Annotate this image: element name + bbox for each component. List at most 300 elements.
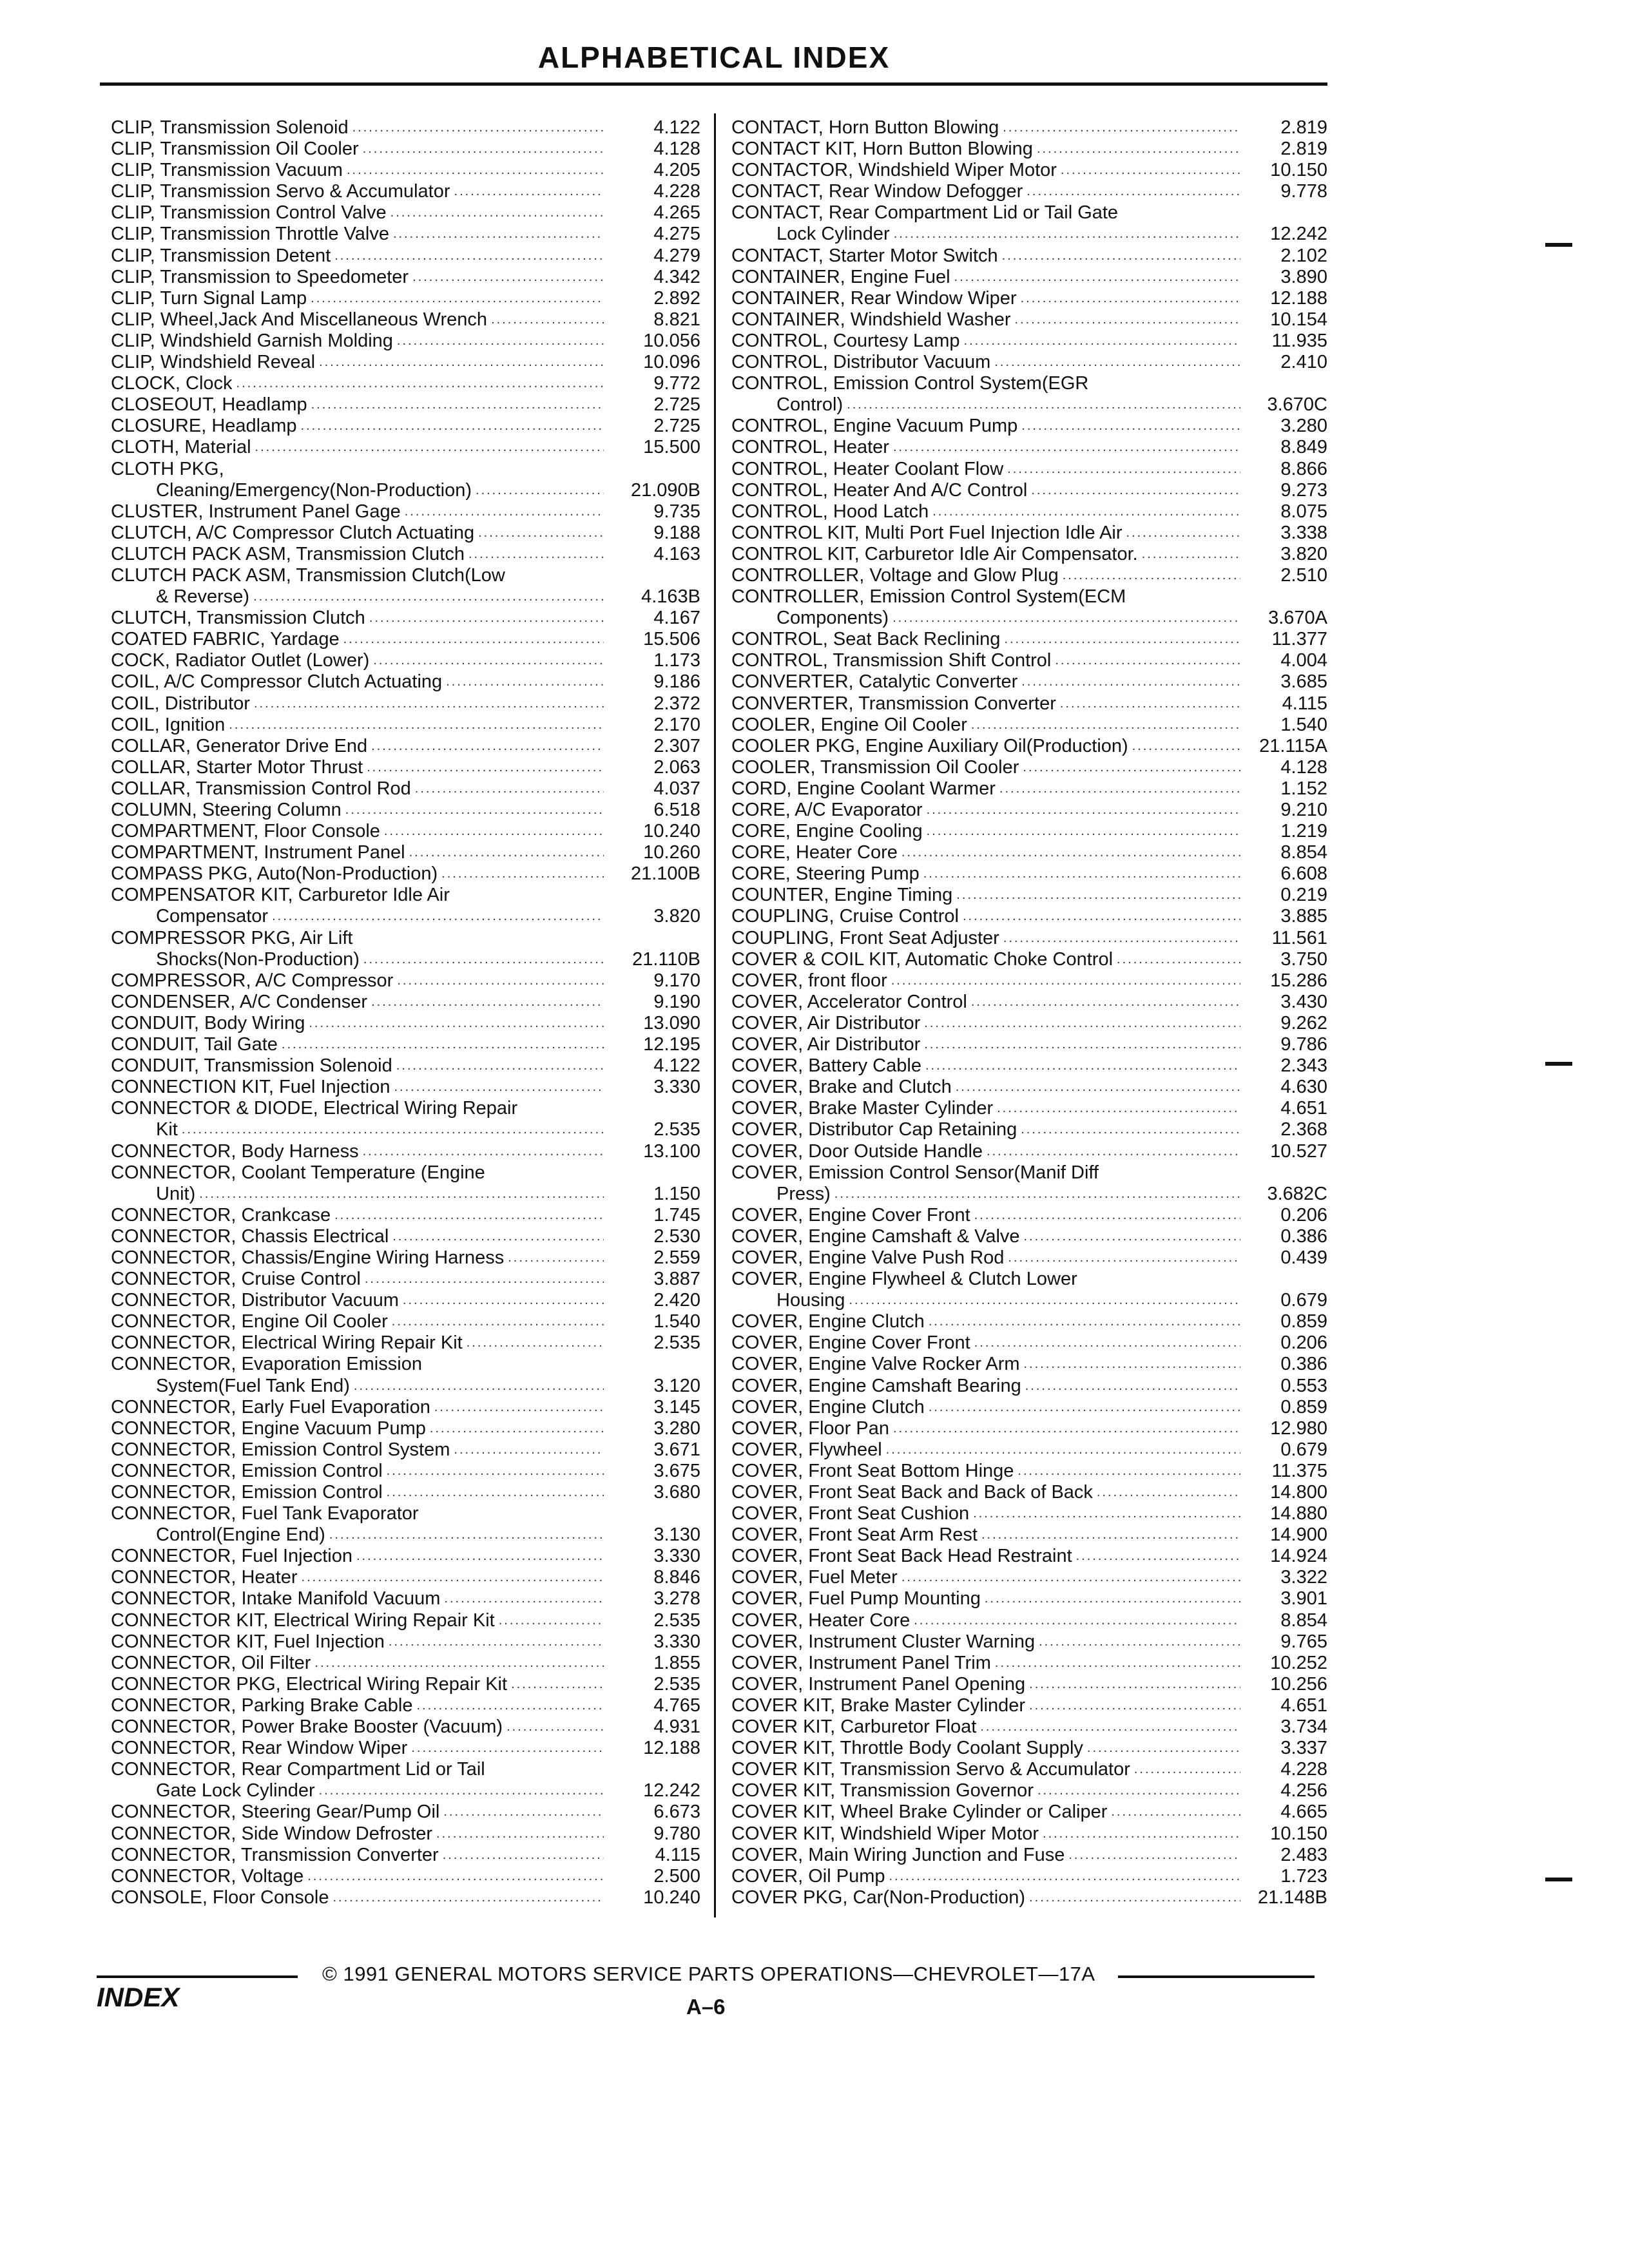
index-entry-name: CONNECTOR, Engine Oil Cooler	[111, 1311, 388, 1332]
index-entry-page-ref: 10.056	[643, 330, 700, 351]
dot-leader	[331, 1205, 604, 1226]
dot-leader	[307, 394, 604, 416]
dot-leader	[388, 1311, 604, 1332]
index-entry	[111, 459, 700, 501]
index-entry	[111, 288, 700, 309]
index-entry	[731, 778, 1327, 800]
index-entry	[111, 863, 700, 885]
index-entry	[111, 885, 700, 927]
index-entry	[731, 906, 1327, 927]
dot-leader	[1017, 416, 1240, 437]
index-entry	[111, 928, 700, 970]
index-entry-continuation: Gate Lock Cylinder	[156, 1780, 315, 1802]
index-entry	[731, 245, 1327, 267]
index-entry-name: CONTROL KIT, Carburetor Idle Air Compensator.	[731, 543, 1138, 564]
dot-leader	[1003, 459, 1240, 480]
index-entry-page-ref: 3.675	[653, 1460, 700, 1481]
index-entry-name: CONNECTOR, Voltage	[111, 1865, 304, 1887]
dot-leader	[929, 501, 1240, 523]
index-entry	[731, 1759, 1327, 1780]
index-entry-page-ref: 21.100B	[630, 863, 700, 885]
index-entry-page-ref: 10.527	[1270, 1140, 1327, 1162]
dot-leader	[342, 800, 604, 821]
dot-leader	[251, 437, 604, 458]
dot-leader	[1033, 139, 1240, 160]
index-entry-page-ref: 8.846	[653, 1567, 700, 1588]
index-entry-page-ref: 13.090	[643, 1012, 700, 1033]
index-entry-page-ref: 0.206	[1280, 1204, 1327, 1225]
dot-leader	[976, 1716, 1240, 1738]
index-entry	[111, 970, 700, 992]
index-entry-name: CLIP, Windshield Reveal	[111, 352, 316, 373]
dot-leader	[503, 1716, 604, 1738]
index-entry-page-ref: 0.386	[1280, 1225, 1327, 1247]
page-title: ALPHABETICAL INDEX	[537, 41, 891, 74]
index-entry-name: COVER, Engine Camshaft & Valve	[731, 1225, 1020, 1247]
index-entry	[731, 523, 1327, 544]
index-entry	[731, 565, 1327, 586]
index-entry-name: CONNECTOR, Emission Control	[111, 1482, 383, 1503]
dot-leader	[1023, 181, 1240, 202]
index-entry-page-ref: 4.115	[1282, 693, 1327, 714]
index-entry-page-ref: 4.279	[653, 245, 700, 266]
index-entry-page-ref: 4.275	[653, 224, 700, 245]
index-entry-name: COVER, Oil Pump	[731, 1865, 885, 1887]
index-entry-name: COVER, Engine Clutch	[731, 1311, 925, 1332]
index-entry	[111, 501, 700, 523]
footer-copyright: © 1991 GENERAL MOTORS SERVICE PARTS OPERATIONS—CHEVROLET—17A	[322, 1963, 1095, 1985]
index-entry-page-ref: 2.725	[653, 416, 700, 437]
index-entry	[731, 757, 1327, 778]
index-entry	[731, 139, 1327, 160]
dot-leader	[1072, 1546, 1240, 1567]
index-entry-page-ref: 4.256	[1280, 1780, 1327, 1802]
index-entry-page-ref: 8.849	[1280, 437, 1327, 458]
index-entry-name: COVER, Main Wiring Junction and Fuse	[731, 1844, 1065, 1865]
index-entry-name: COVER KIT, Transmission Governor	[731, 1780, 1034, 1802]
index-entry-page-ref: 12.188	[643, 1738, 700, 1759]
dot-leader	[970, 1205, 1240, 1226]
dot-leader	[412, 1695, 604, 1716]
index-entry-name: CONTROL, Courtesy Lamp	[731, 330, 960, 351]
dot-leader	[983, 1141, 1240, 1162]
index-entry-name: COVER & COIL KIT, Automatic Choke Control	[731, 948, 1113, 970]
index-entry-page-ref: 2.535	[653, 1332, 700, 1354]
index-entry-name: COVER, Front Seat Bottom Hinge	[731, 1460, 1014, 1481]
index-entry	[731, 1631, 1327, 1653]
dot-leader	[991, 1653, 1240, 1674]
dot-leader	[367, 736, 604, 757]
index-entry	[111, 1397, 700, 1418]
index-entry	[731, 1376, 1327, 1397]
index-entry-name: CONTACTOR, Windshield Wiper Motor	[731, 160, 1057, 181]
index-entry-page-ref: 2.819	[1280, 117, 1327, 138]
index-entry-page-ref: 4.342	[653, 266, 700, 287]
dot-leader	[325, 1524, 604, 1546]
index-entry-page-ref: 12.188	[1270, 287, 1327, 309]
dot-leader	[311, 1653, 604, 1674]
index-entry-name: COVER, front floor	[731, 970, 887, 991]
index-entry-page-ref: 9.772	[653, 373, 700, 394]
index-entry-name: COVER, Engine Clutch	[731, 1396, 925, 1418]
index-entry	[731, 1546, 1327, 1567]
index-entry	[731, 1205, 1327, 1226]
index-entry-name: CORE, Heater Core	[731, 842, 898, 863]
dot-leader	[361, 1269, 604, 1290]
index-entry	[731, 1866, 1327, 1887]
index-entry-page-ref: 10.150	[1270, 160, 1327, 181]
index-entry-continuation: Components)	[776, 608, 889, 629]
index-entry-page-ref: 2.343	[1280, 1055, 1327, 1077]
dot-leader	[885, 1866, 1241, 1887]
dot-leader	[426, 1418, 604, 1439]
index-entry	[111, 1738, 700, 1759]
index-entry-page-ref: 3.820	[653, 906, 700, 927]
index-entry	[731, 459, 1327, 480]
index-entry-name: CONNECTOR, Chassis/Engine Wiring Harness	[111, 1247, 505, 1268]
index-entry-name: CORE, A/C Evaporator	[731, 800, 923, 820]
index-entry	[111, 565, 700, 608]
index-entry-page-ref: 1.855	[653, 1652, 700, 1673]
index-entry	[111, 608, 700, 629]
margin-mark	[1545, 1062, 1572, 1066]
index-entry	[111, 1034, 700, 1055]
index-entry-page-ref: 9.765	[1280, 1631, 1327, 1652]
index-entry-page-ref: 6.518	[653, 800, 700, 820]
index-entry-name: COVER, Engine Cover Front	[731, 1204, 970, 1225]
index-entry-page-ref: 2.307	[653, 735, 700, 756]
index-entry	[111, 1077, 700, 1098]
index-entry	[111, 671, 700, 693]
index-entry-page-ref: 10.150	[1270, 1823, 1327, 1844]
index-entry	[731, 181, 1327, 202]
index-entry	[111, 1674, 700, 1695]
index-entry-page-ref: 10.154	[1270, 309, 1327, 330]
dot-leader	[952, 1077, 1240, 1098]
index-entry-name: COVER, Heater Core	[731, 1610, 911, 1631]
index-entry	[111, 1653, 700, 1674]
dot-leader	[1017, 671, 1240, 693]
index-entry-page-ref: 2.559	[653, 1247, 700, 1268]
index-entry	[111, 1332, 700, 1354]
index-entry-name: CONNECTOR, Intake Manifold Vacuum	[111, 1588, 441, 1610]
index-entry-page-ref: 2.063	[653, 756, 700, 778]
index-entry	[111, 1311, 700, 1332]
index-entry-page-ref: 4.765	[653, 1695, 700, 1716]
index-entry	[111, 1866, 700, 1887]
index-entry-name: CONNECTOR, Fuel Injection	[111, 1546, 352, 1567]
dot-leader	[1011, 309, 1241, 331]
index-entry	[731, 885, 1327, 906]
dot-leader	[920, 863, 1240, 885]
index-entry	[731, 331, 1327, 352]
index-entry-page-ref: 3.120	[653, 1375, 700, 1396]
dot-leader	[978, 1524, 1240, 1546]
index-entry-page-ref: 8.866	[1280, 458, 1327, 479]
dot-leader	[430, 1397, 604, 1418]
index-entry-page-ref: 4.265	[653, 202, 700, 224]
index-entry-continuation: Unit)	[156, 1183, 196, 1204]
index-entry-name: COVER KIT, Wheel Brake Cylinder or Caliper	[731, 1802, 1108, 1823]
dot-leader	[349, 117, 604, 139]
index-entry-name: CONTROL, Distributor Vacuum	[731, 352, 991, 373]
index-entry-name: CONNECTOR, Power Brake Booster (Vacuum)	[111, 1716, 503, 1738]
index-entry-name: COVER, Engine Valve Push Rod	[731, 1247, 1005, 1268]
index-entry	[731, 437, 1327, 458]
index-entry	[731, 1034, 1327, 1055]
index-entry-name: COVER, Engine Cover Front	[731, 1332, 970, 1354]
dot-leader	[1025, 1695, 1240, 1716]
index-entry-continuation: Kit	[156, 1119, 178, 1140]
index-entry	[111, 267, 700, 288]
dot-leader	[898, 842, 1240, 863]
dot-leader	[393, 970, 604, 992]
index-entry-name: CONNECTOR, Heater	[111, 1567, 298, 1588]
index-entry	[111, 181, 700, 202]
index-entry	[731, 1887, 1327, 1908]
dot-leader	[996, 778, 1240, 800]
index-entry-page-ref: 9.210	[1280, 800, 1327, 820]
column-divider	[714, 113, 716, 1917]
dot-leader	[439, 1845, 604, 1866]
index-entry	[111, 800, 700, 821]
index-entry-name: CONNECTOR, Oil Filter	[111, 1652, 311, 1673]
dot-leader	[487, 309, 604, 331]
dot-leader	[1056, 693, 1240, 715]
index-entry-name: CONNECTOR, Evaporation Emission	[111, 1354, 422, 1375]
index-entry-name: COVER, Fuel Pump Mounting	[731, 1588, 981, 1610]
index-entry-name: COIL, A/C Compressor Clutch Actuating	[111, 671, 443, 693]
dot-leader	[1113, 949, 1240, 970]
index-entry-page-ref: 2.819	[1280, 139, 1327, 160]
dot-leader	[921, 1055, 1240, 1077]
index-entry-page-ref: 12.980	[1270, 1418, 1327, 1439]
dot-leader	[950, 267, 1240, 288]
index-entry-page-ref: 2.892	[653, 287, 700, 309]
index-entry-name: CLIP, Transmission Servo & Accumulator	[111, 181, 450, 202]
index-entry-name: COMPASS PKG, Auto(Non-Production)	[111, 863, 438, 885]
index-entry-page-ref: 2.420	[653, 1290, 700, 1311]
index-entry-name: COCK, Radiator Outlet (Lower)	[111, 650, 370, 671]
index-entry	[731, 970, 1327, 992]
index-entry-page-ref: 21.115A	[1259, 735, 1327, 756]
index-entry	[731, 1247, 1327, 1269]
index-entry-page-ref: 0.679	[1280, 1290, 1327, 1311]
dot-leader	[340, 629, 604, 650]
index-entry-name: CONNECTOR KIT, Fuel Injection	[111, 1631, 385, 1652]
title-rule	[100, 82, 1327, 86]
dot-leader	[442, 671, 604, 693]
index-entry-page-ref: 3.682C	[1267, 1183, 1327, 1204]
dot-leader	[432, 1823, 604, 1845]
index-entry-name: CLIP, Transmission Solenoid	[111, 117, 349, 138]
index-entry	[731, 1482, 1327, 1503]
index-entry-page-ref: 15.286	[1270, 970, 1327, 991]
index-entry	[111, 309, 700, 331]
dot-leader	[970, 1332, 1240, 1354]
dot-leader	[465, 544, 604, 565]
index-entry	[731, 1716, 1327, 1738]
index-entry-page-ref: 8.821	[653, 309, 700, 330]
index-entry-name: COLUMN, Steering Column	[111, 800, 342, 820]
dot-leader	[383, 1482, 604, 1503]
index-entry-name: COVER, Door Outside Handle	[731, 1140, 983, 1162]
dot-leader	[393, 331, 604, 352]
index-entry-page-ref: 0.439	[1280, 1247, 1327, 1268]
index-entry-name: COVER PKG, Car(Non-Production)	[731, 1887, 1026, 1908]
index-entry-page-ref: 4.167	[653, 608, 700, 629]
index-entry-page-ref: 13.100	[643, 1140, 700, 1162]
index-entry-page-ref: 3.330	[653, 1077, 700, 1098]
index-entry	[111, 1205, 700, 1226]
margin-mark	[1545, 243, 1572, 247]
index-entry	[731, 1567, 1327, 1588]
dot-leader	[297, 416, 604, 437]
index-entry-page-ref: 0.859	[1280, 1311, 1327, 1332]
index-entry-page-ref: 10.252	[1270, 1652, 1327, 1673]
index-entry	[111, 693, 700, 715]
index-entry-name: CONTROL, Engine Vacuum Pump	[731, 416, 1018, 437]
dot-leader	[1107, 1802, 1240, 1823]
index-entry	[731, 160, 1327, 181]
index-entry-page-ref: 1.540	[1280, 714, 1327, 735]
index-entry-name: CONNECTOR, Early Fuel Evaporation	[111, 1396, 430, 1418]
index-entry	[731, 373, 1327, 416]
index-entry-name: CONTROL, Transmission Shift Control	[731, 650, 1052, 671]
index-entry	[111, 1759, 700, 1802]
index-entry	[111, 373, 700, 394]
index-entry-name: CORE, Engine Cooling	[731, 821, 923, 842]
index-entry-name: CONTROL, Emission Control System(EGR	[731, 373, 1089, 394]
index-entry	[111, 352, 700, 373]
dot-leader	[331, 245, 604, 267]
index-entry	[731, 309, 1327, 331]
index-entry	[111, 1610, 700, 1631]
index-entry	[731, 736, 1327, 757]
index-entry	[111, 778, 700, 800]
index-entry-name: CONNECTOR, Crankcase	[111, 1204, 331, 1225]
dot-leader	[1014, 1461, 1240, 1482]
index-entry-page-ref: 11.935	[1271, 330, 1327, 351]
dot-leader	[405, 842, 604, 863]
index-entry-name: CONTROL, Heater	[731, 437, 889, 458]
index-entry-page-ref: 11.561	[1271, 927, 1327, 948]
dot-leader	[1019, 757, 1240, 778]
index-entry	[731, 1823, 1327, 1845]
index-entry-name: CONTROL, Heater Coolant Flow	[731, 458, 1004, 479]
dot-leader	[967, 715, 1240, 736]
dot-leader	[1000, 629, 1240, 650]
index-entry-name: CONNECTOR, Chassis Electrical	[111, 1225, 389, 1247]
index-entry-page-ref: 9.778	[1280, 181, 1327, 202]
index-entry-page-ref: 4.037	[653, 778, 700, 799]
index-column-left	[111, 117, 700, 1908]
index-entry	[111, 117, 700, 139]
index-entry	[111, 629, 700, 650]
index-entry	[111, 394, 700, 416]
index-entry-page-ref: 10.260	[643, 842, 700, 863]
index-entry	[731, 1077, 1327, 1098]
index-entry-page-ref: 4.163B	[641, 586, 700, 608]
index-entry	[731, 1055, 1327, 1077]
index-entry-name: CORD, Engine Coolant Warmer	[731, 778, 996, 799]
index-entry	[111, 1567, 700, 1588]
dot-leader	[998, 245, 1240, 267]
index-entry-name: CLOSEOUT, Headlamp	[111, 394, 307, 416]
index-entry	[111, 437, 700, 458]
dot-leader	[967, 992, 1240, 1013]
index-entry	[111, 416, 700, 437]
index-entry	[731, 1695, 1327, 1716]
index-entry-page-ref: 6.673	[653, 1802, 700, 1823]
index-entry	[731, 1098, 1327, 1119]
index-entry	[111, 821, 700, 842]
dot-leader	[363, 757, 604, 778]
index-entry-continuation: Cleaning/Emergency(Non-Production)	[156, 479, 472, 501]
index-entry-continuation: Control)	[776, 394, 843, 416]
dot-leader	[304, 1866, 604, 1887]
index-entry-name: CONNECTOR, Body Harness	[111, 1140, 359, 1162]
index-entry-page-ref: 1.173	[653, 650, 700, 671]
footer-page-number: A–6	[686, 1995, 726, 2019]
dot-leader	[1025, 1674, 1240, 1695]
index-entry-page-ref: 2.510	[1280, 564, 1327, 586]
index-entry-name: COVER KIT, Throttle Body Coolant Supply	[731, 1738, 1083, 1759]
index-entry-page-ref: 9.262	[1280, 1012, 1327, 1033]
dot-leader	[1039, 1823, 1240, 1845]
index-entry-continuation: & Reverse)	[156, 586, 250, 608]
index-entry	[111, 1354, 700, 1396]
dot-leader	[960, 331, 1240, 352]
index-entry-name: CLIP, Transmission Throttle Valve	[111, 224, 389, 245]
index-entry	[111, 544, 700, 565]
index-entry-continuation: Lock Cylinder	[776, 224, 890, 245]
index-entry-name: CONNECTOR, Steering Gear/Pump Oil	[111, 1802, 440, 1823]
index-entry-name: COVER, Instrument Panel Opening	[731, 1673, 1026, 1695]
index-entry	[111, 842, 700, 863]
index-entry-continuation: Shocks(Non-Production)	[156, 948, 360, 970]
index-entry	[111, 992, 700, 1013]
index-entry	[731, 992, 1327, 1013]
index-entry-page-ref: 2.535	[653, 1610, 700, 1631]
index-entry-page-ref: 2.368	[1280, 1119, 1327, 1140]
dot-leader	[315, 352, 604, 373]
dot-leader	[920, 1034, 1240, 1055]
index-entry-name: CONNECTION KIT, Fuel Injection	[111, 1077, 390, 1098]
index-entry-name: COVER, Air Distributor	[731, 1012, 921, 1033]
index-entry-page-ref: 3.322	[1280, 1567, 1327, 1588]
index-entry	[111, 1695, 700, 1716]
index-entry-name: CONDUIT, Transmission Solenoid	[111, 1055, 392, 1077]
index-entry-name: COVER KIT, Carburetor Float	[731, 1716, 977, 1738]
index-entry-name: CLOTH, Material	[111, 437, 251, 458]
index-entry	[731, 1269, 1327, 1311]
dot-leader	[1025, 1887, 1240, 1908]
dot-leader	[999, 117, 1240, 139]
dot-leader	[367, 992, 604, 1013]
index-entry	[111, 1418, 700, 1439]
dot-leader	[350, 1376, 604, 1397]
dot-leader	[1017, 288, 1240, 309]
index-entry	[111, 1546, 700, 1567]
index-entry	[111, 245, 700, 267]
index-entry-page-ref: 3.680	[653, 1482, 700, 1503]
index-entry-name: CONNECTOR PKG, Electrical Wiring Repair Kit	[111, 1673, 508, 1695]
index-entry-page-ref: 3.890	[1280, 266, 1327, 287]
index-entry	[111, 1247, 700, 1269]
index-entry	[111, 1439, 700, 1461]
index-entry-name: CONTACT, Horn Button Blowing	[731, 117, 999, 138]
